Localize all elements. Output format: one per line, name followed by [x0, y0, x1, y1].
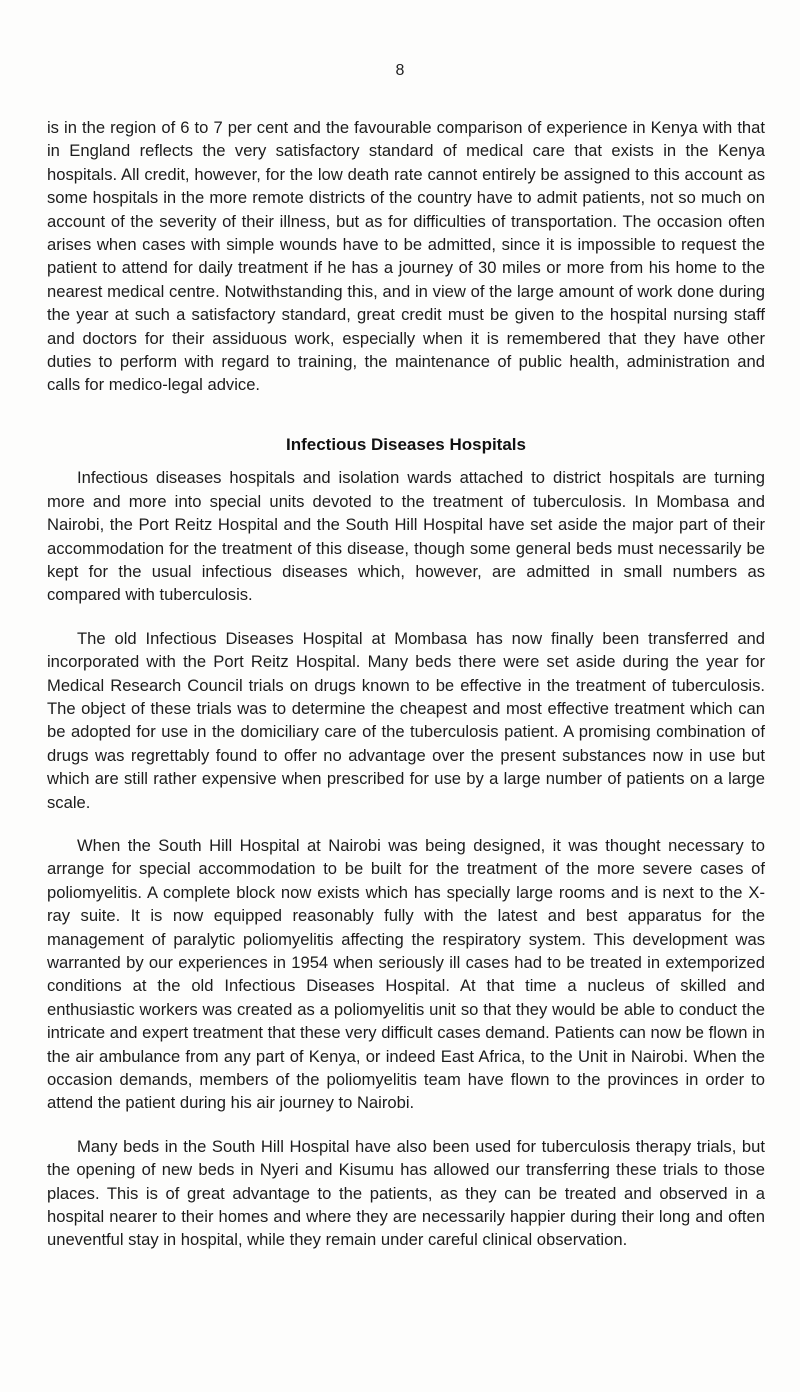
paragraph: The old Infectious Diseases Hospital at Mombasa has now finally been transferred and incorporated with the Port Reitz Hospital. Many beds there were set aside during the year for Medical Research Council trials on drugs known to be effective in the treatment of tuberculosis. The object of these trials was to determine the cheapest and most effective treatment which can be adopted for use in the domiciliary care of the tuberculosis patient. A promising combination of drugs was regrettably found to offer no advantage over the present substances now in use but which are still rather expensive when prescribed for use by a large number of patients on a large scale.	[47, 628, 765, 812]
paragraph: Many beds in the South Hill Hospital have also been used for tuberculosis therapy trials, but the opening of new beds in Nyeri and Kisumu has allowed our transferring these trials to those places. This is of great advantage to the patients, as they can be treated and observed in a hospital nearer to their homes and where they are necessarily happier during their long and often uneventful stay in hospital, while they remain under careful clinical observation.	[47, 1136, 765, 1250]
paragraph: When the South Hill Hospital at Nairobi was being designed, it was thought necessary to arrange for special accommodation to be built for the treatment of the more severe cases of poliomyelitis. A complete block now exists which has specially large rooms and is next to the X-ray suite. It is now equipped reasonably fully with the latest and best apparatus for the management of paralytic poliomyelitis affecting the respiratory system. This development was warranted by our experiences in 1954 when seriously ill cases had to be treated in extemporized conditions at the old Infectious Diseases Hospital. At that time a nucleus of skilled and enthusiastic workers was created as a poliomyelitis unit so that they would be able to conduct the intricate and expert treatment that these very difficult cases demand. Patients can now be flown in the air ambulance from any part of Kenya, or indeed East Africa, to the Unit in Nairobi. When the occasion demands, members of the poliomyelitis team have flown to the provinces in order to attend the patient during his air journey to Nairobi.	[47, 835, 765, 1113]
paragraph-continuation: is in the region of 6 to 7 per cent and the favourable comparison of experience in Kenya with that in England reflects the very satisfactory standard of medical care that exists in the Kenya hospitals. All credit, however, for the low death rate cannot entirely be assigned to this account as some hospitals in the more remote districts of the country have to admit patients, not so much on account of the severity of their illness, but as for difficulties of transportation. The occasion often arises when cases with simple wounds have to be admitted, since it is impossible to request the patient to attend for daily treatment if he has a journey of 30 miles or more from his home to the nearest medical centre. Notwithstanding this, and in view of the large amount of work done during the year at such a satisfactory standard, great credit must be given to the hospital nursing staff and doctors for their assiduous work, especially when it is remembered that they have other duties to perform with regard to training, the maintenance of public health, administration and calls for medico-legal advice.	[47, 118, 765, 395]
page-content	[47, 116, 765, 1252]
paragraph: Infectious diseases hospitals and isolation wards attached to district hospitals are turning more and more into special units devoted to the treatment of tuberculosis. In Mombasa and Nairobi, the Port Reitz Hospital and the South Hill Hospital have set aside the major part of their accommodation for the treatment of this disease, though some general beds must necessarily be kept for the usual infectious diseases which, however, are admitted in small numbers as compared with tuberculosis.	[47, 468, 765, 605]
page-number: 8	[395, 62, 405, 79]
section-heading: Infectious Diseases Hospitals	[286, 434, 526, 454]
